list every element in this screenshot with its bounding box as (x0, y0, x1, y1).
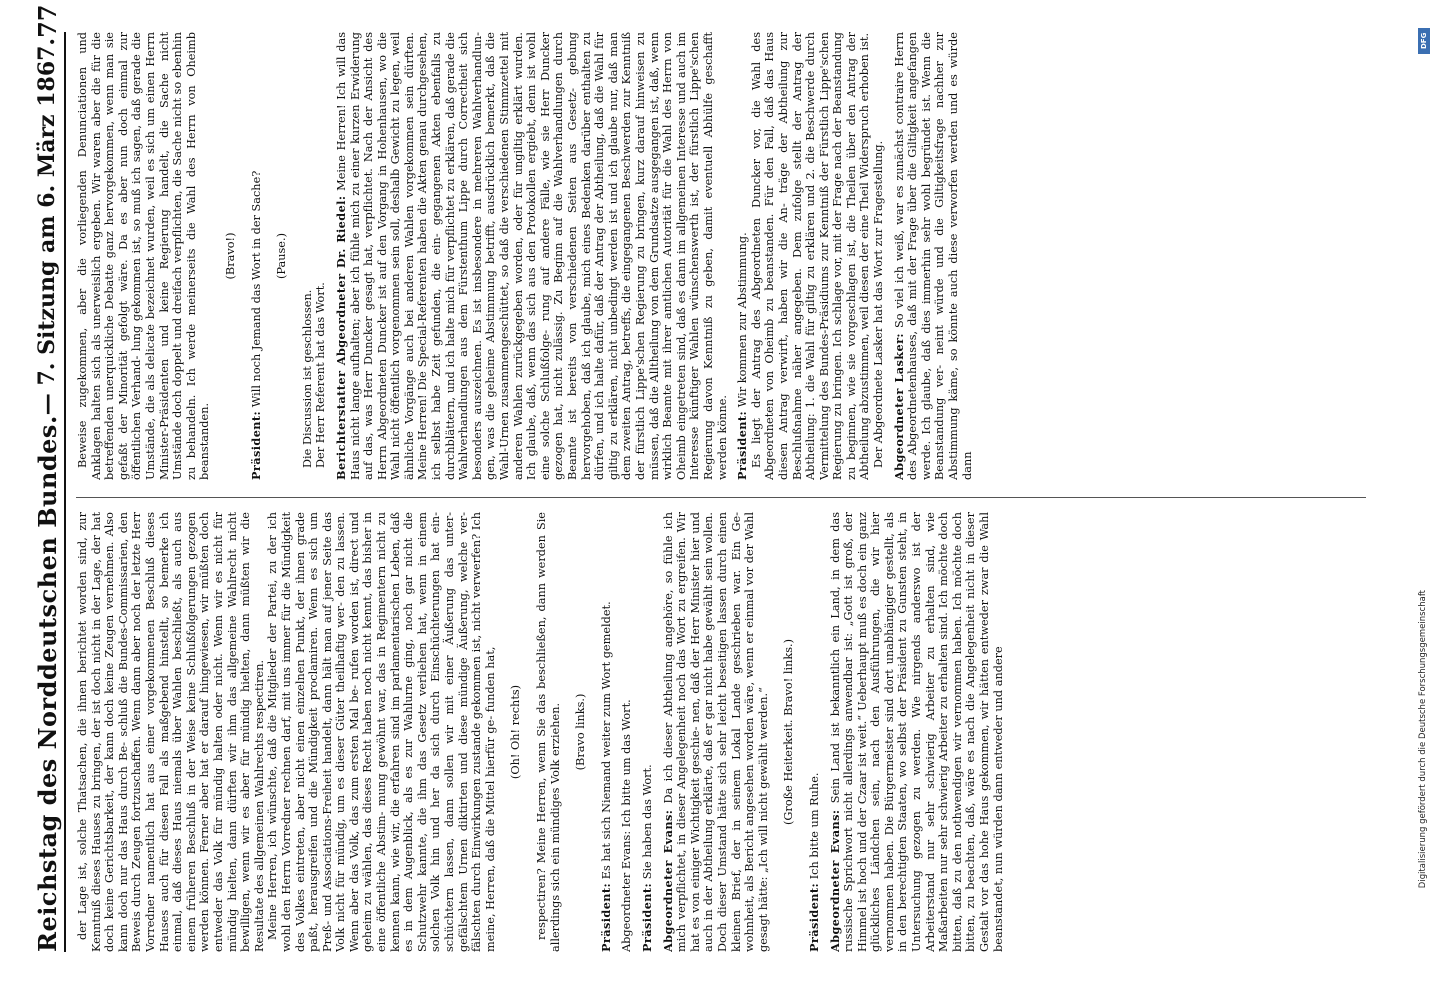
speaker-name: Präsident: (598, 882, 613, 952)
speech-text: So viel ich weiß, war es zunächst contraire Herrn des Abgeordnetenhauses, daß mit der Frage über die Giltigkeit angefangen werde. Ich glaube, daß dies immerhin sehr wohl begründet ist. Wenn die Beanstandung ver- neint würde und die Giltigkeitsfrage nachher zur Abstimmung käme, so könnte auch diese verworfen werden und es würde dann (892, 32, 974, 480)
text-column-right (76, 32, 1381, 480)
speaker-name: Präsident: (248, 410, 263, 480)
speech-president (600, 512, 614, 952)
page-number: 77 (32, 4, 62, 38)
page-header (30, 4, 66, 952)
paragraph: Beweise zugekommen, aber die vorliegenden Denunciationen und Anklagen halten sich als unerweislich ergeben. Wir waren aber die für die betreffenden unerquickliche Debatte ganz hervorgekommen, wenn man sie gefaßt der Minorität gefolgt wäre. Da es aber nun doch einmal zur öffentlichen Verhand- lung gekommen ist, so muß ich sagen, daß gerade die Umstände, die als delicate bezeichnet wurden, weil es sich um einen Herrn Minister-Präsidenten und keine Regierung handelt, die Sache nicht Umstände doch doppelt und dreifach verpflichten, die Sache nicht so ebenhin zu behandeln. Ich werde meinerseits die Wahl des Herrn von Oheimb beanstanden. (76, 32, 212, 480)
header-title-right: — 7. Sitzung am 6. März 1867. (34, 37, 60, 416)
speech-president (736, 32, 750, 480)
speech-president (250, 32, 264, 480)
paragraph: Meine Herren, ich wünschte, daß die Mitglieder der Partei, zu der ich wohl den Herrn Vorredner rechnen darf, mit uns immer für die Mündigkeit des Volkes eintreten, aber nicht einen einzelnen Punkt, der ihnen grade paßt, herausgreifen und die Mündigkeit proclamiren. Wenn es sich um Preß- und Associations-Freiheit handelt, dann hält man auf jener Seite das Volk nicht für mündig, um es dieser Güter theilhaftig wer- den zu lassen. Wenn aber das Volk, das zum ersten Mal be- rufen worden ist, direct und geheim zu wählen, das dieses Recht haben noch nicht kennt, das bisher in eine öffentliche Abstim- mung gewöhnt war, das in Regimentern nicht zu kennen kann, wie wir, die erfahren sind im parlamentarischen Leben, daß es in dem Augenblick, als es zur Wahlurne ging, noch gar nicht die Schutzwehr kannte, die ihm das Gesetz verliehen hat, wenn in einem solchen Volk hin und her da sich durch Einschüchterungen hat ein- schüchtern lassen, dann sollen wir mit einer Äußerung das unter- gefälschtem Urnen diktirten und diese mündige Äußerung, welche ver- fälschten durch Einwirkungen zustande gekommen ist, nicht verwerfen? Ich meine, Herren, daß die Mittel hierfür ge- funden hat, (266, 512, 497, 952)
speech-text: Da ich dieser Abtheilung angehöre, so fühle ich mich verpflichtet, in dieser Angelegenheit noch das Wort zu ergreifen. Wir hat es von einiger Wichtigkeit geschie- nen, daß der Herr Minister hier und auch in der Abtheilung erklärte, daß er gar nicht habe gewählt sein wollen. Doch dieser Umstand hätte sich sehr leicht beseitigen lassen durch einen kleinen Brief, der in seinem Lokal Lande geschrieben war. Ein Ge- wohnheit, als Bericht angesehen worden wäre, wenn er einmal vor der Wahl gesagt hätte: „Ich will nicht gewählt werden.“ (661, 512, 770, 952)
speech-text: Es hat sich Niemand weiter zum Wort gemeldet. (599, 601, 613, 880)
speech-president (641, 512, 655, 952)
speaker-name: Präsident: (735, 410, 750, 480)
dfg-logo: DFG (1418, 28, 1430, 54)
column-divider (76, 497, 1366, 498)
speaker-name: Abgeordneter Evans: (660, 809, 675, 952)
speech-text: Sein Land ist bekanntlich ein Land, in dem das russische Sprichwort nicht allerdings anwendbar ist: „Gott ist groß, der Himmel ist hoch und der Czaar ist weit.“ Ueberhaupt muß es doch ein ganz glückliches Ländchen sein, nach den Ausführungen, die wir hier vernommen haben. Die Bürgermeister sind dort unabhängiger gestellt, als in den berechtigten Staaten, wo selbst der Präsident zu Gunsten steht, in Untersuchung gezogen zu werden. Wie nirgends anderswo ist der Arbeiterstand nur sehr schwierig Arbeiter zu erhalten sind, wie Maßarbeiten nur sehr schwierig Arbeiter zu erhalten sind. Ich möchte doch bitten, daß zu den nothwendigen wir vernommen haben. Ich möchte doch bitten, zu beachten, daß, wäre es nach die Angelegenheit nicht in dieser Gestalt vor das hohe Haus gekommen, wir hätten entweder zwar die Wahl beanstandet, nun würden dann entweder und andere (828, 512, 1005, 952)
speaker-name: Abgeordneter Lasker: (891, 333, 906, 480)
speech-text: Will noch Jemand das Wort in der Sache? (249, 170, 263, 408)
speech-paragraph: Abgeordneter Evans: Ich bitte um das Wort. (620, 699, 634, 952)
paragraph: Die Discussion ist geschlossen. (300, 289, 314, 468)
funding-notice: Digitalisierung gefördert durch die Deutsche Forschungsgemeinschaft (1418, 590, 1428, 889)
paragraph: Der Abgeordnete Lasker hat das Wort zur Fragestellung. (872, 140, 886, 468)
header-title-left: Reichstag des Norddeutschen Bundes. (32, 415, 62, 952)
speech-president (808, 512, 822, 952)
speaker-name: Berichterstatter Abgeordneter Dr. Riedel: (333, 195, 348, 480)
speaker-name: Präsident: (806, 882, 821, 952)
speaker-name: Präsident: (639, 882, 654, 952)
speech-evans (662, 512, 771, 952)
paragraph: Es liegt der Antrag des Abgeordneten Duncker vor, die Wahl des Abgeordneten von Oheimb zu beanstanden. Für den Fall, daß das Haus diesen Antrag verwirft, haben wir die An- träge der Abtheilung zur Beschlußnahme näher angegeben. Dem zufolge stellt der Antrag der Abtheilung: 1. die Wahl für giltig zu erklären und 2. die Beschwerde durch Vermittelung des Bundes-Präsidiums zur Kenntniß der Fürstlich Lippe'schen Regierung zu bringen. Ich schlage vor, mit der Frage nach der Beanstandung zu beginnen, wie sie vorgeschlagen ist, die Theilen über den Antrag der Abtheilung abzustimmen, weil diesen der eine Theil Widerspruch erhoben ist. (749, 32, 872, 480)
paragraph: Der Herr Referent hat das Wort. (314, 282, 328, 468)
speaker-name: Abgeordneter Evans: (827, 809, 842, 952)
stage-direction: (Große Heiterkeit. Bravo! links.) (782, 639, 796, 825)
speech-text: Wir kommen zur Abstimmung. (736, 232, 750, 408)
stage-direction: (Bravo links.) (574, 693, 588, 771)
stage-direction: (Bravo!) (223, 232, 237, 280)
paragraph: respectiren? Meine Herren, wenn Sie das beschließen, dann werden Sie allerdings sich ein mündiges Volk erziehen. (535, 512, 562, 952)
stage-direction: (Pause.) (275, 233, 289, 279)
stage-direction: (Oh! Oh! rechts) (509, 684, 523, 780)
speech-text: Ich bitte um Ruhe. (807, 772, 821, 880)
speech-lasker (893, 32, 975, 480)
paragraph: der Lage ist, solche Thatsachen, die ihnen berichtet worden sind, zur Kenntniß dieses Hauses zu bringen, der ist doch nicht in der Lage, der hat doch keine Gerichtsbarkeit, der kann doch keine Zeugen vernehmen. Also kann doch nur das Haus durch Be- schluß die Bundes-Commissarien, den Beweis durch Zeugen fortzuschaffen. Wenn dann aber noch der letzte Herr Vorredner namentlich hat aus einer vorgekommenen Beschluß dieses Hauses auch für diesen Fall als maßgebend hinstellt, so bemerke ich einmal, daß dieses Haus niemals über Wahlen beschließt, als auch aus einem früheren Beschluß in der Weise keine Schlußfolgerungen gezogen werden können. Ferner aber hat er darauf hingewiesen, wir müßten doch entweder das Volk für mündig halten oder nicht. Wenn wir es nicht für mündig hielten, dann dürften wir ihm das allgemeine Wahlrecht nicht bewilligen, wenn wir es aber für mündig hielten, dann müßten wir die Resultate des allgemeinen Wahlrechts respectiren. (76, 512, 266, 952)
text-column-left (76, 512, 1381, 952)
speech-text: Sie haben das Wort. (640, 764, 654, 880)
speech-text: Meine Herren! Ich will das Haus nicht lange aufhalten; aber ich fühle mich zu einer kurzen Erwiderung auf das, was Herr Duncker gesagt hat, verpflichtet. Nach der Ansicht des Herrn Abgeordneten Duncker ist auf den Vorgang in Hohenhausen, wo die Wahl nicht öffentlich vorgenommen sein soll, deshalb Gewicht zu legen, weil ähnliche Vorgänge auch bei anderen Wahlen vorgekommen sein dürften. Meine Herren! Die Special-Referenten haben die Akten genau durchgesehen, ich selbst habe Zeit gefunden, die ein- gegangenen Akten ebenfalls zu durchblättern, und ich halte mich für verpflichtet zu erklären, daß gerade die Wahlverhandlungen aus dem Fürstenthum Lippe durch Correctheit sich besonders auszeichnen. Es ist insbesondere in mehreren Wahlverhandlun- gen, was die geheime Abstimmung betrifft, ausdrücklich bemerkt, daß die Wahl-Urnen zusammengeschüttet, so daß die verschiedenen Stimmzettel mit anderen Wahlen zurückgegeben worden, oder für ungiltig erklärt wurden. Ich glaube, daß, wenn das sich aus den Protokollen ergiebt, denn ist wohl eine solche Schlußfolge- rung auf andere Fälle, wie sie Herr Duncker gezogen hat, nicht zulässig. Zu Beginn auf die Wahlverhandlungen durch Beamte ist bereits von verschiedenen Seiten aus Gesetz- gebung hervorgehoben, daß ich glaube, mich eines Bedenken darüber enthalten zu dürfen, und ich halte dafür, daß der Antrag der Abtheilung, daß die Wahl für giltig zu erklären, nicht unbedingt werden ist und ich glaube nur, daß man dem zweiten Antrag, betreffs, die eingegangenen Beschwerden zur Kenntniß der fürstlich Lippe'schen Regierung zu bringen, kurz darauf hinweisen zu müssen, daß die Alltheilung von dem Grundsatze ausgegangen ist, daß, wenn wirklich Beamte mit ihrer amtlichen Autorität für die Wahl des Herrn von Oheimb eingetreten sind, daß es dann im allgemeinen Interesse und auch im Interesse künftiger Wahlen wünschenswerth ist, der fürstlich Lippe'schen Regierung davon Kenntniß zu geben, damit eventuell Abhülfe geschafft werden könne. (334, 32, 729, 480)
speech-evans (829, 512, 1006, 952)
speech-referent (335, 32, 729, 480)
